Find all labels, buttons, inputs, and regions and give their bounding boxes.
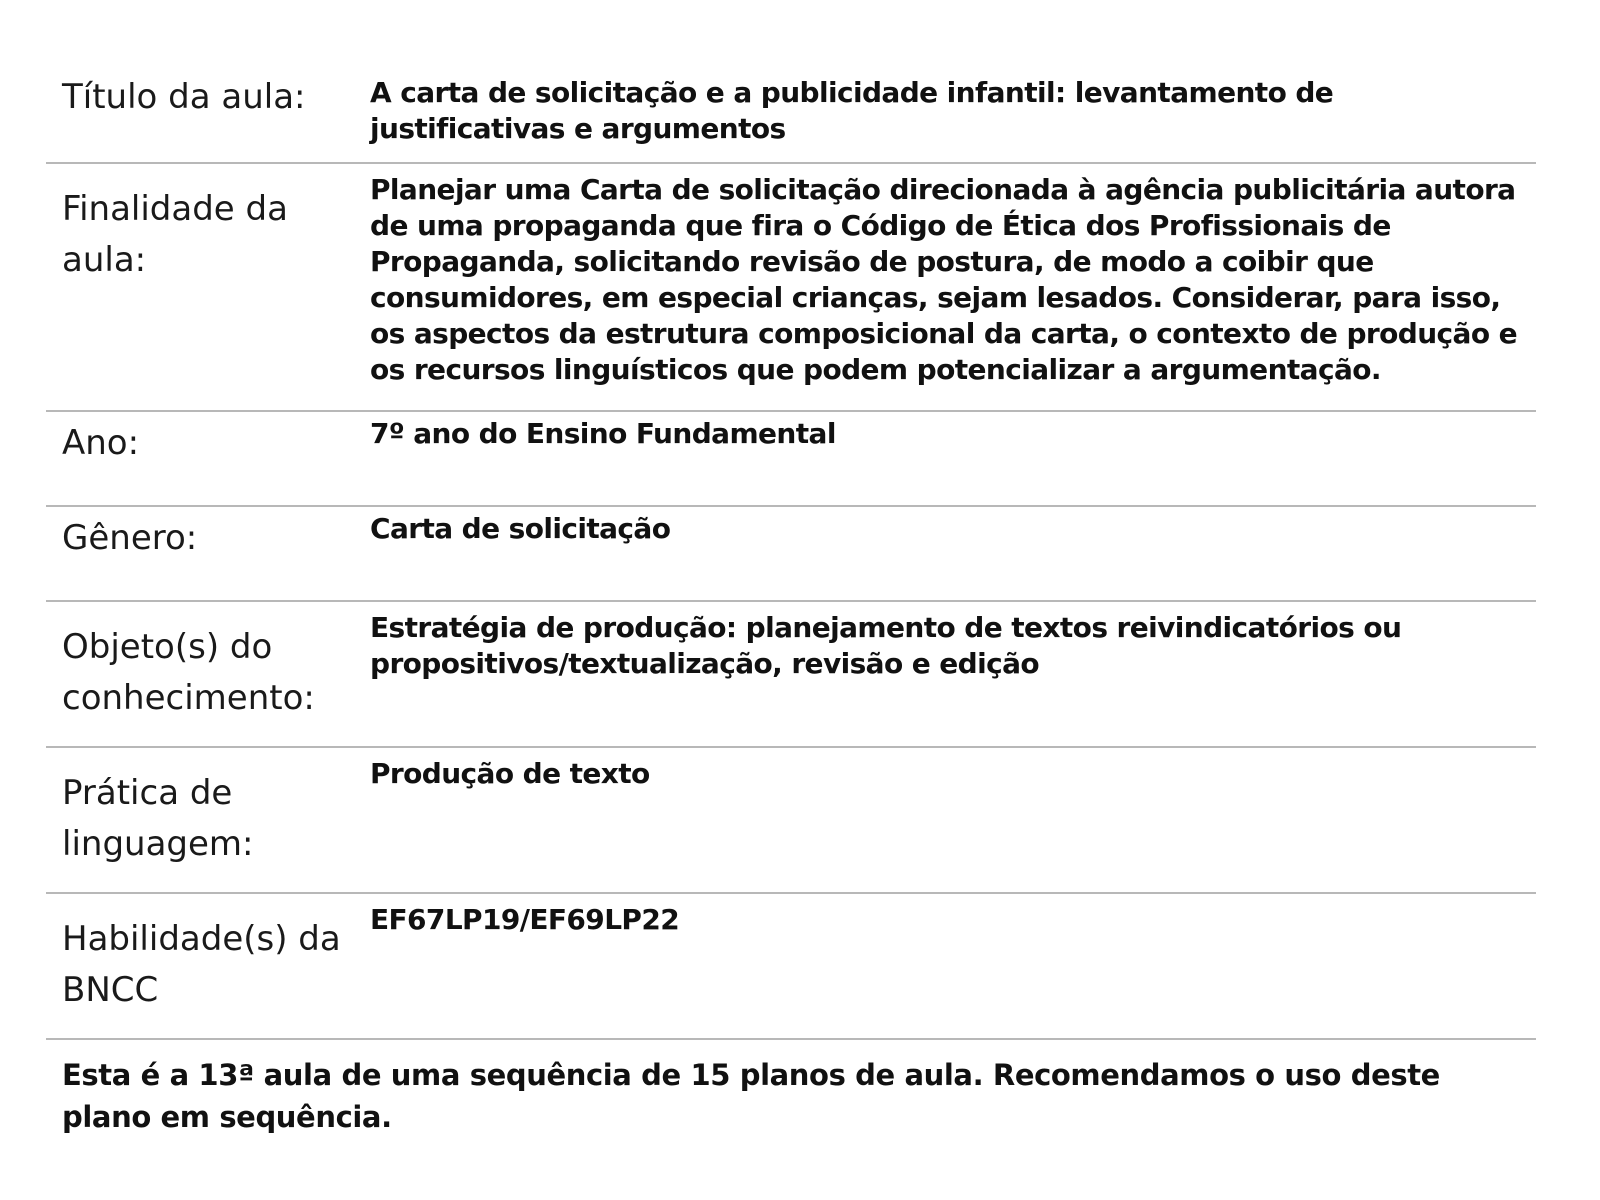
- row-label: Finalidade da aula:: [62, 189, 288, 280]
- lesson-plan-table: [46, 58, 1536, 1138]
- row-value: Carta de solicitação: [370, 512, 671, 545]
- row-label: Objeto(s) do conhecimento:: [62, 627, 315, 718]
- row-objeto-conhecimento: [46, 602, 1536, 748]
- row-genero: [46, 507, 1536, 602]
- row-label: Habilidade(s) da BNCC: [62, 919, 341, 1010]
- row-value: Planejar uma Carta de solicitação direcionada à agência publicitária autora de uma propaganda que fira o Código de Ética dos Profissionais de Propaganda, solicitando revisão de postura, de modo a coibir que consumidores, em especial crianças, sejam lesados. Considerar, para isso, os aspectos da estrutura composicional da carta, o contexto de produção e os recursos linguísticos que podem potencializar a argumentação.: [370, 173, 1517, 386]
- row-finalidade: [46, 164, 1536, 412]
- row-value: EF67LP19/EF69LP22: [370, 903, 680, 936]
- row-value: Produção de texto: [370, 757, 650, 790]
- row-ano: [46, 412, 1536, 507]
- row-value: A carta de solicitação e a publicidade infantil: levantamento de justificativas e argumentos: [370, 76, 1334, 145]
- sequence-note: Esta é a 13ª aula de uma sequência de 15 planos de aula. Recomendamos o uso deste plano em sequência.: [62, 1058, 1440, 1134]
- row-habilidades-bncc: [46, 894, 1536, 1040]
- row-label: Título da aula:: [62, 77, 306, 117]
- row-label: Gênero:: [62, 518, 198, 558]
- row-label: Ano:: [62, 423, 140, 463]
- row-titulo: [46, 58, 1536, 164]
- row-value: 7º ano do Ensino Fundamental: [370, 417, 836, 450]
- row-label: Prática de linguagem:: [62, 773, 254, 864]
- row-value: Estratégia de produção: planejamento de textos reivindicatórios ou propositivos/textualização, revisão e edição: [370, 611, 1402, 680]
- row-pratica-linguagem: [46, 748, 1536, 894]
